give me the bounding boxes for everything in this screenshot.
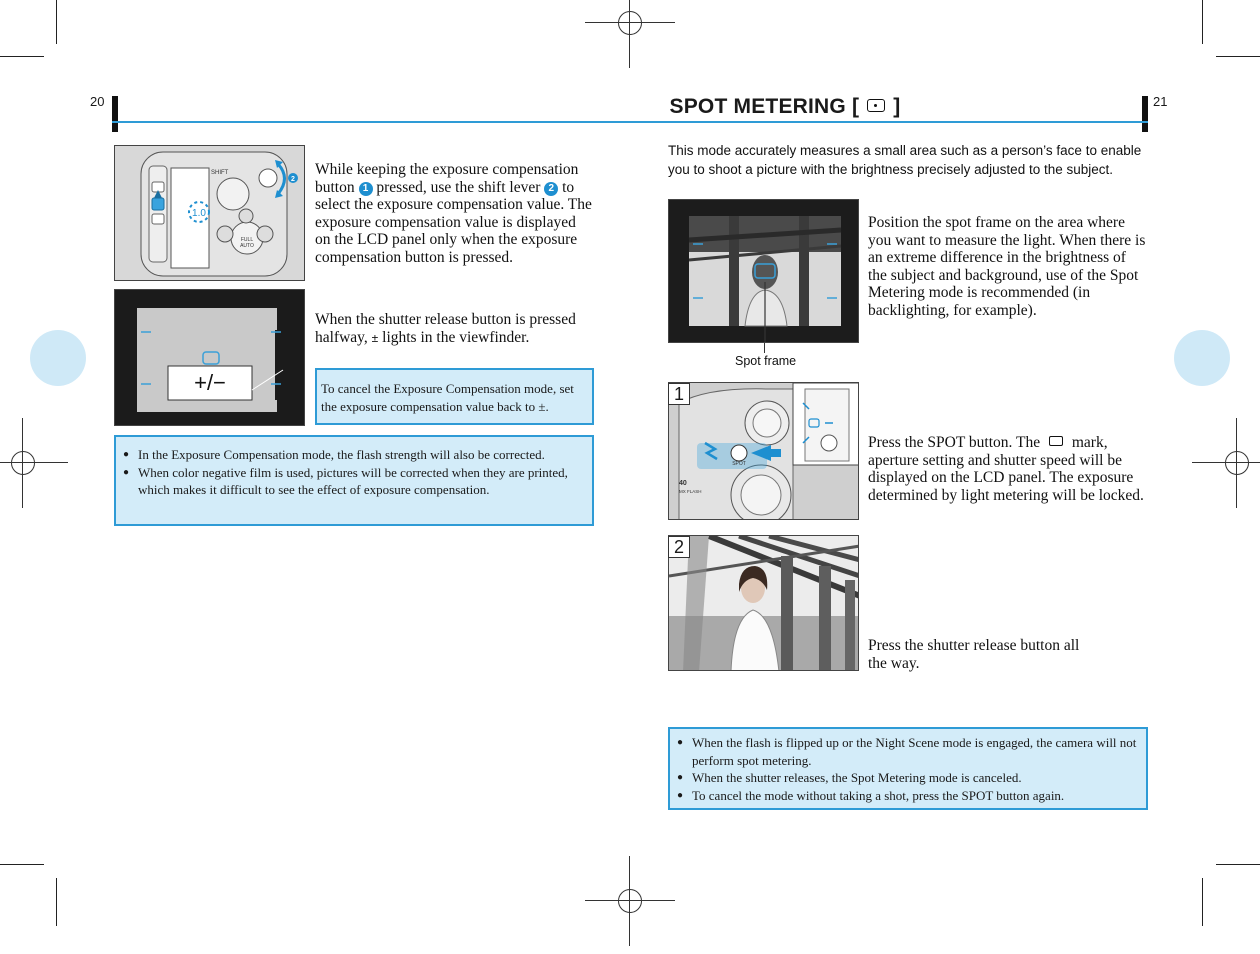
lcd-sign: +/− bbox=[194, 370, 226, 395]
position-text: Position the spot frame on the area where you want to measure the light. When there is an extreme difference in the brightness of the subject and background, use of the Spot Metering mode is recommended (in backlighting, for example). bbox=[868, 214, 1146, 319]
page-title-prefix: SPOT METERING [ bbox=[669, 95, 860, 118]
step-2-label: 2 bbox=[668, 536, 690, 558]
title-rule bbox=[112, 121, 1148, 123]
right-step1-text-a: Press the SPOT button. The bbox=[868, 434, 1041, 451]
svg-text:FULL: FULL bbox=[240, 237, 254, 243]
registration-mark-top bbox=[585, 0, 675, 68]
crop-mark bbox=[0, 56, 44, 57]
page-number-left: 20 bbox=[90, 94, 105, 109]
spot-mark-icon bbox=[1049, 436, 1063, 446]
right-step1-text bbox=[868, 434, 1153, 504]
registration-mark-right bbox=[1192, 418, 1260, 508]
left-step1-text bbox=[315, 161, 595, 266]
right-note-item: ● To cancel the mode without taking a shot, press the SPOT button again. bbox=[674, 787, 1140, 805]
side-tab-circle-left bbox=[30, 330, 86, 386]
spot-frame-photo bbox=[668, 199, 859, 343]
page-title-suffix: ] bbox=[893, 95, 901, 118]
svg-text:AUTO: AUTO bbox=[240, 243, 254, 249]
title-bar-stub-right bbox=[1142, 96, 1148, 132]
registration-mark-left bbox=[0, 418, 68, 508]
spot-button-label: SPOT bbox=[732, 461, 746, 467]
svg-text:2: 2 bbox=[291, 176, 295, 183]
marker-2: 2 bbox=[544, 182, 558, 196]
woman-pergola-photo bbox=[668, 535, 859, 671]
intro-text: This mode accurately measures a small area such as a person’s face to enable you to shoot a picture with the brightness precisely adjusted to the subject. bbox=[668, 143, 1142, 177]
viewfinder-illustration bbox=[114, 289, 305, 426]
camera-back-illustration bbox=[114, 145, 305, 281]
spot-metering-icon bbox=[867, 99, 885, 112]
title-bar-stub-left bbox=[112, 96, 118, 132]
right-step1-text-b: mark, aperture setting and shutter speed will be displayed on the LCD panel. The exposure determined by light metering will be locked. bbox=[868, 434, 1144, 504]
right-note-item: ● When the flash is flipped up or the Night Scene mode is engaged, the camera will not perform spot metering. bbox=[674, 734, 1140, 769]
spot-button-photo bbox=[668, 382, 859, 520]
crop-mark bbox=[56, 0, 57, 44]
flash-label: MX FLASH bbox=[679, 489, 702, 494]
page-number-right: 21 bbox=[1153, 94, 1168, 109]
step-1-label: 1 bbox=[668, 383, 690, 405]
right-note-item: ● When the shutter releases, the Spot Metering mode is canceled. bbox=[674, 769, 1140, 787]
marker-1: 1 bbox=[359, 182, 373, 196]
right-step2-text: Press the shutter release button all the way. bbox=[868, 637, 1080, 672]
cancel-note-box bbox=[315, 368, 594, 425]
crop-mark bbox=[0, 864, 44, 865]
exposure-comp-icon: ± bbox=[371, 330, 379, 345]
crop-mark bbox=[1202, 0, 1203, 44]
spot-frame-caption: Spot frame bbox=[735, 354, 797, 368]
cancel-note-text: To cancel the Exposure Compensation mode, set the exposure compensation value back to ±. bbox=[321, 381, 574, 414]
crop-mark bbox=[1216, 864, 1260, 865]
lcd-value: 1.0 bbox=[192, 208, 206, 219]
left-notes-box bbox=[114, 435, 594, 526]
right-notes-box bbox=[668, 727, 1148, 810]
crop-mark bbox=[1202, 878, 1203, 926]
svg-text:SHIFT: SHIFT bbox=[211, 170, 229, 176]
left-note-item: ● In the Exposure Compensation mode, the flash strength will also be corrected. bbox=[120, 446, 586, 464]
side-tab-circle-right bbox=[1174, 330, 1230, 386]
left-step1-text-c: to select the exposure compensation value. The exposure compensation value is displayed on the LCD panel only when the exposure compensation button is pressed. bbox=[315, 178, 592, 266]
left-step2-text bbox=[315, 311, 590, 347]
page-title bbox=[600, 95, 970, 119]
left-step1-text-a: While keeping the exposure compensation button bbox=[315, 161, 579, 196]
crop-mark bbox=[1216, 56, 1260, 57]
left-step1-text-b: pressed, use the shift lever bbox=[376, 178, 541, 196]
lens-label: 40 bbox=[679, 480, 687, 487]
registration-mark-bottom bbox=[585, 856, 675, 946]
left-step2-text-a: When the shutter release button is pressed halfway, bbox=[315, 311, 576, 346]
crop-mark bbox=[56, 878, 57, 926]
left-step2-text-b: lights in the viewfinder. bbox=[382, 328, 530, 346]
left-note-item: ● When color negative film is used, pictures will be corrected when they are printed, which makes it difficult to see the effect of exposure compensation. bbox=[120, 464, 586, 499]
